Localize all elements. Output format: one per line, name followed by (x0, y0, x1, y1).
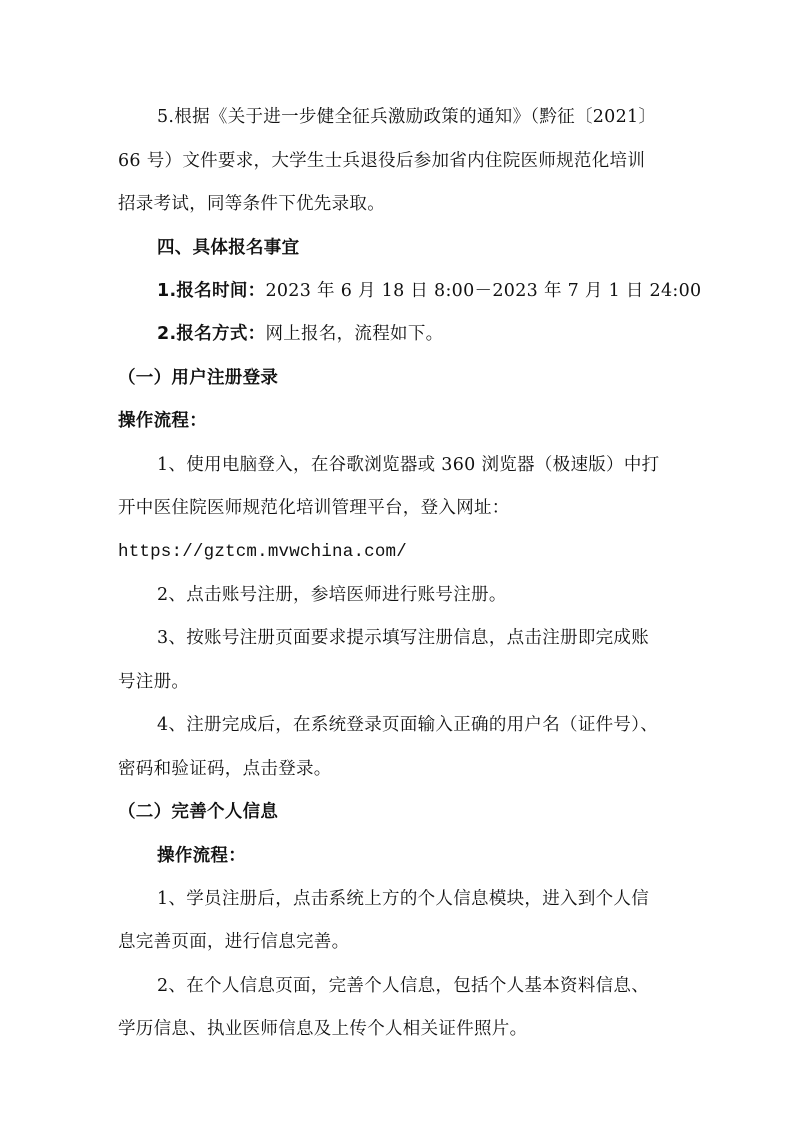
info-step-1-line-2: 息完善页面，进行信息完善。 (118, 932, 350, 952)
info-step-1-line-1: 1、学员注册后，点击系统上方的个人信息模块，进入到个人信 (157, 889, 650, 909)
step-4-line-1: 4、注册完成后，在系统登录页面输入正确的用户名（证件号）、 (157, 715, 659, 735)
registration-time-value: 2023 年 6 月 18 日 8:00－2023 年 7 月 1 日 24:00 (265, 281, 702, 301)
paragraph-5-line-2: 66 号）文件要求，大学生士兵退役后参加省内住院医师规范化培训 (118, 151, 646, 171)
paragraph-5-line-3: 招录考试，同等条件下优先录取。 (118, 194, 385, 214)
step-3-line-1: 3、按账号注册页面要求提示填写注册信息，点击注册即完成账 (157, 628, 650, 648)
platform-url[interactable]: https://gztcm.mvwchina.com/ (118, 542, 407, 562)
step-4-line-2: 密码和验证码，点击登录。 (118, 759, 332, 779)
registration-time-label: 1.报名时间： (157, 281, 266, 301)
step-1-line-2: 开中医住院医师规范化培训管理平台，登入网址： (118, 498, 510, 518)
registration-method-label: 2.报名方式： (157, 324, 266, 344)
paragraph-5-line-1: 5.根据《关于进一步健全征兵激励政策的通知》（黔征〔2021〕 (157, 107, 657, 127)
section-4-heading: 四、具体报名事宜 (157, 238, 300, 258)
step-2: 2、点击账号注册，参培医师进行账号注册。 (157, 585, 507, 605)
subsection-2-heading: （二）完善个人信息 (118, 802, 279, 822)
registration-time (157, 279, 701, 303)
info-step-2-line-2: 学历信息、执业医师信息及上传个人相关证件照片。 (118, 1019, 528, 1039)
info-step-2-line-1: 2、在个人信息页面，完善个人信息，包括个人基本资料信息、 (157, 976, 650, 996)
step-3-line-2: 号注册。 (118, 672, 190, 692)
registration-method-value: 网上报名，流程如下。 (265, 324, 444, 344)
registration-method (157, 322, 443, 346)
step-1-line-1: 1、使用电脑登入，在谷歌浏览器或 360 浏览器（极速版）中打 (157, 455, 660, 475)
operation-flow-label-2: 操作流程： (157, 846, 246, 866)
subsection-1-heading: （一）用户注册登录 (118, 368, 279, 388)
operation-flow-label-1: 操作流程： (118, 411, 207, 431)
